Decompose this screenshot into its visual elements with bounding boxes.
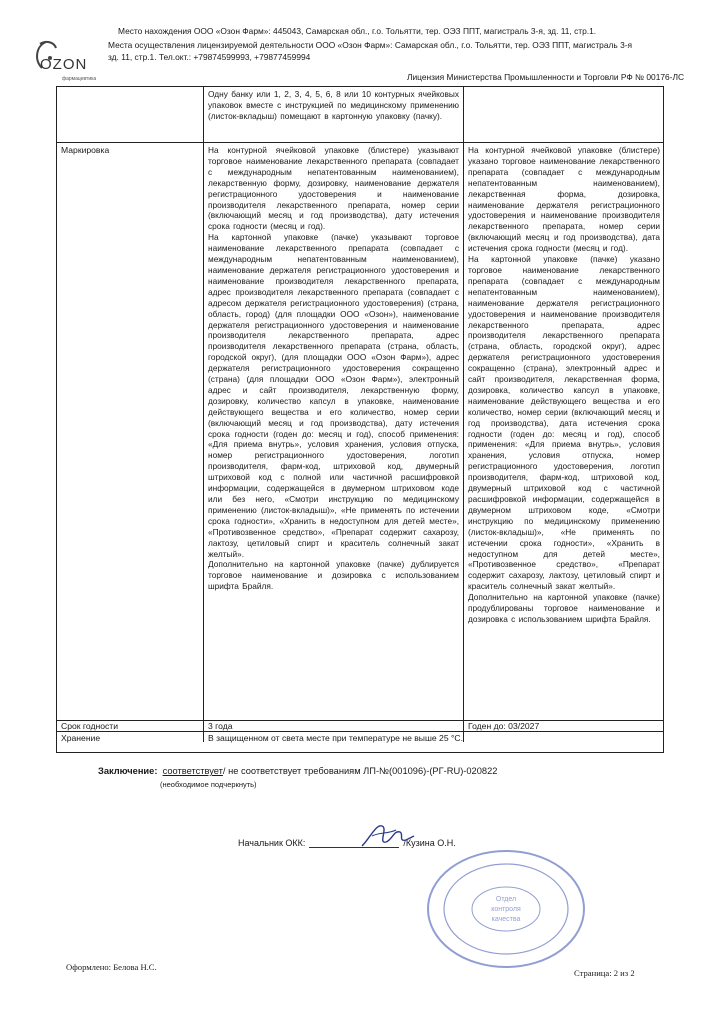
logo-subtext: фармацевтика bbox=[62, 76, 97, 82]
signature-row bbox=[238, 838, 456, 848]
shelf-life-actual: Годен до: 03/2027 bbox=[468, 721, 540, 731]
table-row-divider bbox=[57, 720, 663, 721]
conclusion-rest: / не соответствует требованиям ЛП-№(001096)-(РГ-RU)-020822 bbox=[222, 766, 498, 776]
signature-role: Начальник ОКК: bbox=[238, 838, 306, 848]
signature-name: /Кузина О.Н. bbox=[403, 838, 456, 848]
storage-text: В защищенном от света месте при температуре не выше 25 °С. bbox=[208, 733, 464, 743]
header-address-line: Место нахождения ООО «Озон Фарм»: 445043, Самарская обл., г.о. Тольятти, тер. ОЭЗ ППТ, магистраль 3-я, зд. 11, стр.1. bbox=[118, 26, 597, 36]
company-stamp-icon bbox=[425, 848, 587, 970]
conclusion-hint: (необходимое подчеркнуть) bbox=[160, 780, 257, 789]
conclusion-label: Заключение: bbox=[98, 766, 158, 776]
marking-spec-braille: Дополнительно на картонной упаковке (пачке) дублируется торговое наименование и дозировка с использованием шрифта Брайля. bbox=[208, 559, 459, 592]
marking-actual-braille: Дополнительно на картонной упаковке (пачке) продублированы торговое наименование и дозировка с использованием шрифта Брайля. bbox=[468, 592, 660, 624]
shelf-life-label: Срок годности bbox=[61, 721, 119, 731]
handwritten-signature-icon bbox=[358, 818, 416, 852]
stamp-text: качества bbox=[491, 916, 521, 923]
marking-label: Маркировка bbox=[61, 145, 110, 155]
table-col-divider bbox=[203, 87, 204, 742]
license-line: Лицензия Министерства Промышленности и Торговли РФ № 00176-ЛС bbox=[407, 72, 684, 82]
shelf-life-spec: 3 года bbox=[208, 721, 233, 731]
marking-actual-cell bbox=[468, 145, 660, 719]
marking-actual-blister: На контурной ячейковой упаковке (блистере) указано торговое наименование лекарственного препарата (совпадает с международным непатентованным наименованием), лекарственная форма, дозировка, наименование держателя регистрационного удостоверения и наименование производителя лекарственного препарата, номер серии (включающий месяц и год производства), дата истечения срока годности (месяц и год). bbox=[468, 145, 660, 254]
marking-spec-blister: На контурной ячейковой упаковке (блистере) указывают торговое наименование лекарственного препарата (совпадает с международным непатентованным наименованием), лекарственную форму, дозировку, наименование держателя регистрационного удостоверения и наименование производителя лекарственного препарата, номер серии (включающий месяц и год производства), дату истечения срока годности (месяц и год). bbox=[208, 145, 459, 232]
table-row-divider bbox=[57, 142, 663, 143]
stamp-text: Отдел bbox=[495, 896, 517, 903]
prepared-by: Оформлено: Белова Н.С. bbox=[66, 962, 157, 972]
spec-table bbox=[56, 86, 664, 753]
marking-spec-cell bbox=[208, 145, 459, 719]
packaging-text: Одну банку или 1, 2, 3, 4, 5, 6, 8 или 10 контурных ячейковых упаковок вместе с инструкцией по медицинскому применению (листок-вкладыш) помещают в картонную упаковку (пачку). bbox=[208, 89, 459, 121]
header-sites-line: Места осуществления лицензируемой деятельности ООО «Озон Фарм»: Самарская обл., г.о. Тольятти, тер. ОЭЗ ППТ, магистраль 3-я bbox=[108, 40, 633, 50]
storage-label: Хранение bbox=[61, 733, 101, 743]
page-number: Страница: 2 из 2 bbox=[574, 968, 635, 978]
table-col-divider bbox=[463, 87, 464, 742]
stamp-text: контроля bbox=[491, 906, 521, 913]
conclusion bbox=[98, 766, 497, 776]
document-header bbox=[0, 0, 724, 90]
conclusion-complies: соответствует bbox=[162, 766, 223, 776]
table-row-divider bbox=[57, 731, 663, 732]
header-phone-line: зд. 11, стр.1. Тел.окт.: +79874599993, +79877459994 bbox=[108, 52, 311, 62]
marking-actual-carton: На картонной упаковке (пачке) указано торговое наименование лекарственного препарата (совпадает с международным непатентованным наименованием), наименование держателя регистрационного удостоверения и наименование производителя лекарственного препарата, адрес производителя лекарственного препарата (страна, область, городской округ), адрес держателя регистрационного удостоверения сокращенно (страна), электронный адрес и сайт производителя, лекарственная форма, дозировка, количество капсул в упаковке, наименование действующего вещества и его количество, номер серии (включающий месяц и год производства), дата истечения срока годности (годен до: месяц и год), способ применения: «Для приема внутрь», условия хранения, условия отпуска, номер регистрационного удостоверения, логотип производителя, фарм-код, штриховой код, двумерный штриховой код с частичной расшифровкой информации, содержащейся в двумерном штриховом коде, «Смотри инструкцию по медицинскому применению (листок-вкладыш)», «Не применять по истечении срока годности», «Хранить в недоступном для детей месте», «Противозвенное средство», «Препарат содержит сахарозу, лактозу, цетиловый спирт и краситель солнечный закат желтый». bbox=[468, 254, 660, 592]
logo-text: OZON bbox=[40, 56, 88, 73]
marking-spec-carton: На картонной упаковке (пачке) указывают торговое наименование лекарственного препарата (совпадает с международным непатентованным наименованием), наименование держателя регистрационного удостоверения и наименование производителя лекарственного препарата, адрес производителя лекарственного препарата (совпадает с адресом держателя регистрационного удостоверения) (страна, область, город) (для площадки ООО «Озон»), наименование держателя регистрационного удостоверения и наименование производителя лекарственного препарата, адрес производителя лекарственного препарата (страна, область, городской округ), (для площадки ООО «Озон Фарм»), адрес держателя регистрационного удостоверения сокращенно (страна) (для площадки ООО «Озон Фарм»), электронный адрес и сайт производителя, лекарственную форму, дозировку, количество капсул в упаковке, наименование действующего вещества и его количество, номер серии (включающий месяц и год производства), дату истечения срока годности (годен до: месяц и год), способ применения: «Для приема внутрь», условия хранения, условия отпуска, номер регистрационного удостоверения, логотип производителя, фарм-код, штриховой код, двумерный штриховой код с полной или частичной расшифровкой информации, содержащейся в двумерном штриховом коде или без него, «Смотри инструкцию по медицинскому применению (листок-вкладыш)», «Не применять по истечении срока годности», «Хранить в недоступном для детей месте», «Противозвенное средство», «Препарат содержит сахарозу, лактозу, цетиловый спирт и краситель солнечный закат желтый». bbox=[208, 232, 459, 559]
